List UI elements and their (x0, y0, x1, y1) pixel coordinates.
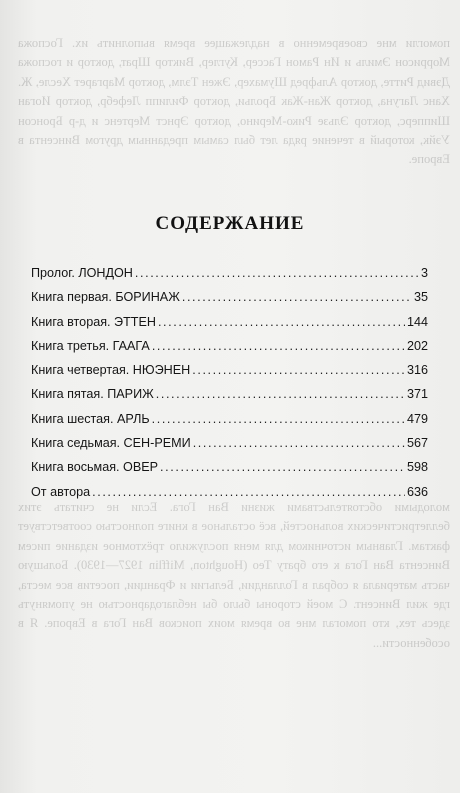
page-title: СОДЕРЖАНИЕ (155, 213, 305, 234)
toc-entry-page: 3 (420, 266, 428, 280)
toc-entry-title: Книга шестая. АРЛЬ (31, 411, 150, 426)
toc-dot-leader (182, 290, 412, 304)
toc-entry[interactable] (31, 290, 428, 314)
toc-entry[interactable] (31, 339, 428, 363)
toc-entry-page: 636 (406, 484, 428, 499)
toc-entry[interactable] (31, 387, 428, 411)
toc-entry[interactable] (31, 266, 428, 290)
toc-entry[interactable] (31, 363, 428, 387)
toc-entry-page: 598 (406, 460, 428, 475)
toc-entry[interactable] (31, 315, 428, 339)
toc-entry-page: 479 (406, 411, 428, 426)
toc-dot-leader (152, 412, 405, 426)
toc-dot-leader (152, 339, 405, 353)
toc-dot-leader (160, 460, 405, 474)
toc-dot-leader (193, 436, 405, 450)
toc-entry[interactable] (31, 460, 428, 484)
toc-dot-leader (135, 266, 419, 280)
toc-entry-page: 371 (406, 387, 428, 402)
toc-entry-page: 316 (406, 363, 428, 378)
toc-entry-title: Книга восьмая. ОВЕР (31, 460, 159, 475)
toc-dot-leader (192, 363, 405, 377)
bleed-through-text-top: помогли мне своевременно в надлежащее время выполнить их. Госпожа Моррисон Эмиль и Ин Рамон Гассер, Куглер, Виктор Шрат, доктор и госпожа Дэвид Ритте, доктор Альфред Шумахер, Эжен Тэлм, доктор Маргарет Хесле, Ж. Ханс Лагуна, доктор Жан-Жак Брольи, доктор Филипп Лефебр, доктор Иоган Шипперс, доктор Эльзе Рико-Мерино, доктор Эрнст Мертенс и д-р Бронсон Уэйк, который в течение ряда лет был самым преданным другом Винсента в Европе. (18, 36, 450, 167)
toc-entry-title: Книга вторая. ЭТТЕН (31, 314, 156, 329)
toc-entry-page: 202 (406, 338, 428, 353)
toc-entry-title: От автора (31, 484, 91, 499)
toc-entry[interactable] (31, 412, 428, 436)
toc-entry-page: 35 (413, 290, 428, 305)
toc-entry-page: 144 (406, 314, 428, 329)
toc-entry-title: Пролог. ЛОНДОН (31, 266, 133, 280)
toc-entry[interactable] (31, 436, 428, 460)
table-of-contents (31, 266, 428, 509)
toc-entry-title: Книга третья. ГААГА (31, 338, 150, 353)
bleed-through-text-bottom: молодыми обстоятельствами жизни Ван Гога. Если не считать этих беллетристических вольностей, всё остальное в книге полностью соответствует фактам. Главным источником для меня послужило трёхтомное издание писем Винсента Ван Гога к его брату Тео (Houghton, Mifflin 1927—1930). Большую часть материала я собрал в Голландии, Бельгии и Франции, посетив все места, где жил Винсент. С моей стороны было бы неблагодарностью не упомянуть здесь тех, кто помогал мне во время моих поисков Ван Гога в Европе. Я в особенности... (18, 500, 450, 650)
toc-dot-leader (156, 387, 405, 401)
toc-entry-title: Книга первая. БОРИНАЖ (31, 290, 180, 305)
toc-entry-title: Книга седьмая. СЕН-РЕМИ (31, 436, 191, 451)
toc-dot-leader (92, 485, 405, 499)
toc-dot-leader (158, 315, 405, 329)
toc-entry-page: 567 (406, 436, 428, 451)
toc-entry-title: Книга пятая. ПАРИЖ (31, 387, 154, 402)
toc-entry-title: Книга четвертая. НЮЭНЕН (31, 363, 191, 378)
